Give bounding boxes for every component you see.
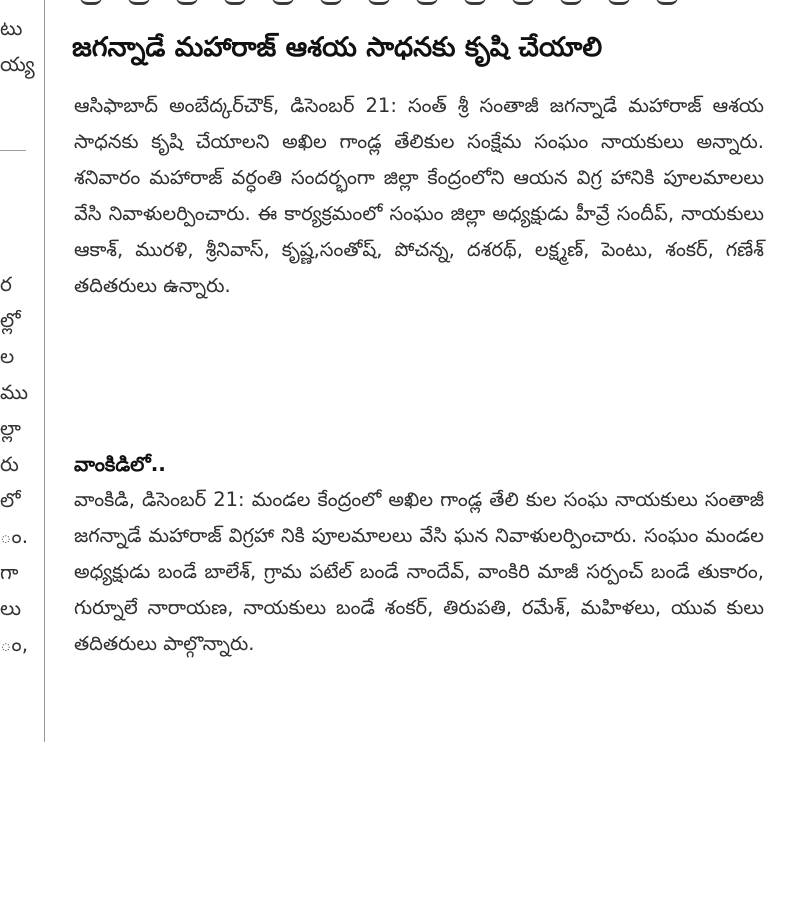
left-column-fragment: లు <box>0 596 22 620</box>
left-column-fragment: ల్లా <box>0 416 21 440</box>
left-column-fragment: రు <box>0 452 19 476</box>
article-paragraph-1: ఆసిఫాబాద్ అంబేద్కర్‌చౌక్, డిసెంబర్ 21: సంత్ శ్రీ సంతాజీ జగన్నాడే మహారాజ్ ఆశయ సాధనకు కృషి చేయాలని అఖిల గాండ్ల తేలికుల సంక్షేమ సంఘం నాయకులు అన్నారు. శనివారం మహారాజ్ వర్ధంతి సందర్భంగా జిల్లా కేంద్రంలోని ఆయన విగ్ర హానికి పూలమాలలు వేసి నివాళులర్పించారు. ఈ కార్యక్రమంలో సంఘం జిల్లా అధ్యక్షుడు హీవ్రే సందీప్, నాయకులు ఆకాశ్, మురళి, శ్రీనివాస్, కృష్ణ,సంతోష్, పోచన్న, దశరథ్, లక్ష్మణ్, పెంటు, శంకర్, గణేశ్ తదితరులు ఉన్నారు. <box>74 94 764 297</box>
left-column-fragment: ము <box>0 380 29 404</box>
left-column-fragment: ల <box>0 344 15 368</box>
article-subheading: వాంకిడిలో.. <box>74 452 166 476</box>
article-paragraph-2: వాంకిడి, డిసెంబర్ 21: మండల కేంద్రంలో అఖిల గాండ్ల తేలి కుల సంఘ నాయకులు సంతాజీ జగన్నాడే మహారాజ్ విగ్రహా నికి పూలమాలలు వేసి ఘన నివాళులర్పించారు. సంఘం మండల అధ్యక్షుడు బండే బాలేశ్, గ్రామ పటేల్ బండే నాందేవ్, వాంకిరి మాజీ సర్పంచ్ బండే తుకారం, గుర్నూలే నారాయణ, నాయకులు బండే శంకర్, తిరుపతి, రమేశ్, మహిళలు, యువ కులు తదితరులు పాల్గొన్నారు. <box>74 488 764 655</box>
left-column <box>0 0 35 740</box>
left-column-fragment: ర <box>0 272 12 296</box>
left-column-separator <box>0 150 26 151</box>
article-headline: జగన్నాడే మహారాజ్ ఆశయ సాధనకు కృషి చేయాలి <box>72 32 603 63</box>
cropped-previous-line <box>80 0 720 4</box>
left-column-fragment: ల్లో <box>0 308 21 332</box>
left-column-fragment: ం, <box>0 632 29 656</box>
left-column-fragment: య్య <box>0 52 35 76</box>
left-column-fragment: గా <box>0 560 19 584</box>
left-column-fragment: ం. <box>0 524 29 548</box>
left-column-fragment: లో <box>0 488 21 512</box>
column-divider <box>44 0 45 742</box>
left-column-fragment: టు <box>0 16 23 40</box>
